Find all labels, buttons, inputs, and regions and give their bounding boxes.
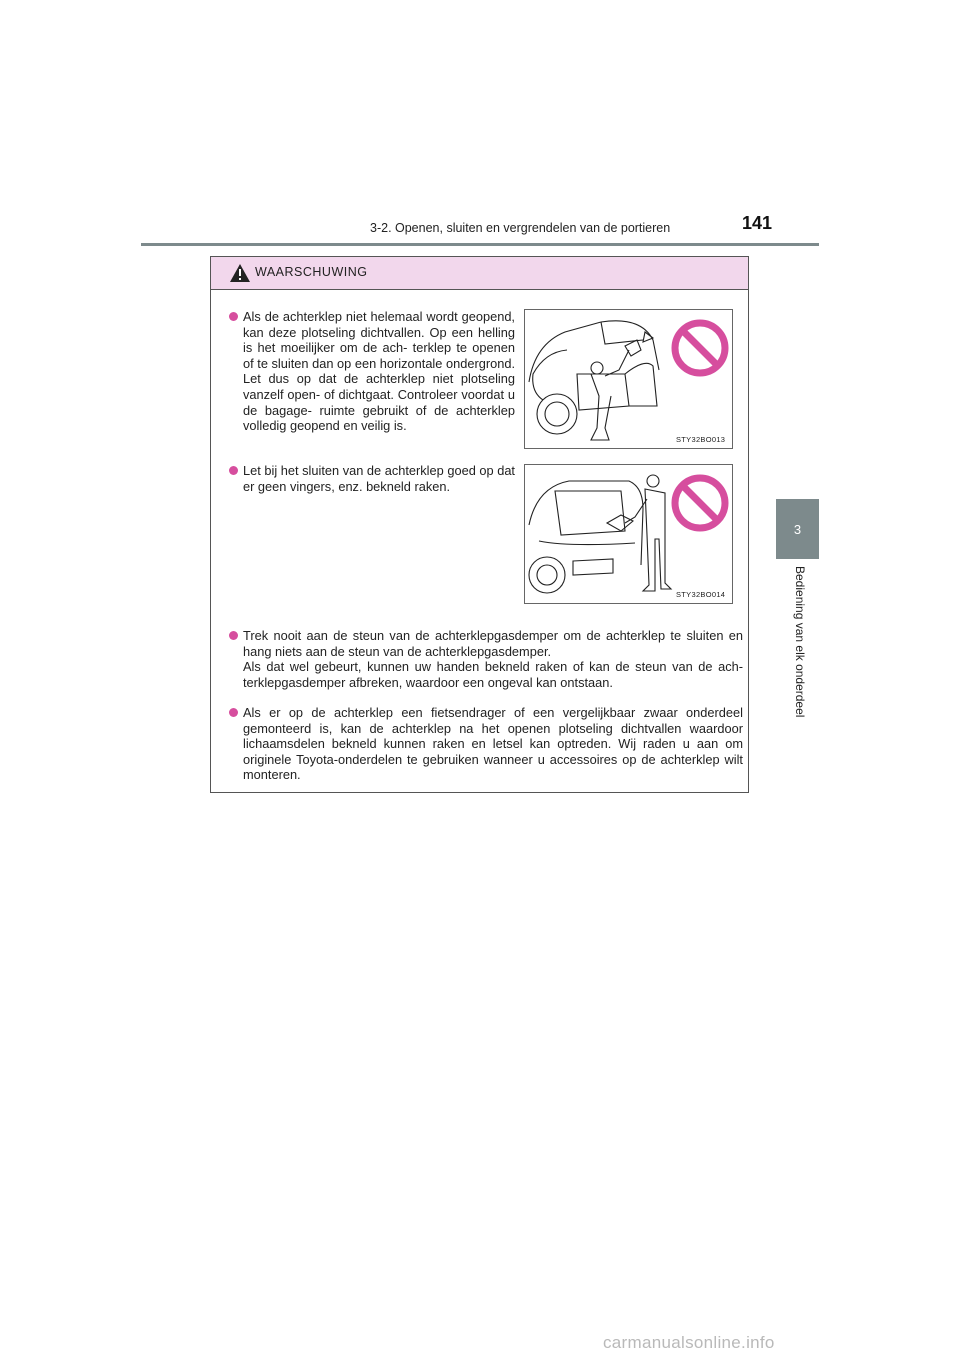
prohibited-icon <box>670 473 730 533</box>
warning-bullet-3 <box>243 628 743 690</box>
warning-title: WAARSCHUWING <box>255 265 368 279</box>
watermark: carmanualsonline.info <box>603 1333 775 1352</box>
illustration-code: STY32BO013 <box>676 435 726 444</box>
bullet-text-continued: Als dat wel gebeurt, kunnen uw handen bekneld raken of kan de steun van de ach- terklepgasdemper afbreken, waardoor een ongeval kan ontstaan. <box>243 659 743 690</box>
warning-triangle-icon <box>229 263 251 283</box>
bullet-icon <box>229 708 238 717</box>
illustration-tailgate-closing <box>524 464 733 604</box>
bullet-text: Let bij het sluiten van de achterklep goed op dat er geen vingers, enz. bekneld raken. <box>243 463 515 494</box>
page-number: 141 <box>742 213 773 233</box>
warning-header <box>211 257 748 290</box>
section-title: 3-2. Openen, sluiten en vergrendelen van de portieren <box>370 221 671 235</box>
bullet-text: Als er op de achterklep een fietsendrager of een vergelijkbaar zwaar onderdeel gemonteerd is, kan de achterklep na het openen plotseling dichtvallen waardoor lichaamsdelen bekneld kunnen raken en letsel kan optreden. Wij raden u aan om originele Toyota-onderdelen te gebruiken wanneer u accessoires op de achterklep wilt monteren. <box>243 705 743 783</box>
warning-box <box>210 256 749 793</box>
warning-bullet-4 <box>243 705 743 783</box>
bullet-icon <box>229 312 238 321</box>
prohibited-icon <box>670 318 730 378</box>
illustration-tailgate-opening <box>524 309 733 449</box>
warning-bullet-2 <box>243 463 515 494</box>
warning-bullet-1 <box>243 309 515 434</box>
chapter-tab <box>776 499 819 559</box>
bullet-icon <box>229 466 238 475</box>
bullet-text: Trek nooit aan de steun van de achterklepgasdemper om de achterklep te sluiten en hang niets aan de steun van de achterklepgasdemper. <box>243 628 743 659</box>
bullet-text: Als de achterklep niet helemaal wordt geopend, kan deze plotseling dichtvallen. Op een helling is het moeilijker om de ach- terklep te openen of te sluiten dan op een horizontale ondergrond. Let dus op dat de achterklep niet plotseling vanzelf open- of dichtgaat. Controleer voordat u de bagage- ruimte gebruikt of de achterklep volledig geopend en veilig is. <box>243 309 515 434</box>
chapter-title: Bediening van elk onderdeel <box>793 566 807 718</box>
illustration-code: STY32BO014 <box>676 590 726 599</box>
chapter-number: 3 <box>793 521 802 537</box>
bullet-icon <box>229 631 238 640</box>
header-divider <box>141 243 819 246</box>
